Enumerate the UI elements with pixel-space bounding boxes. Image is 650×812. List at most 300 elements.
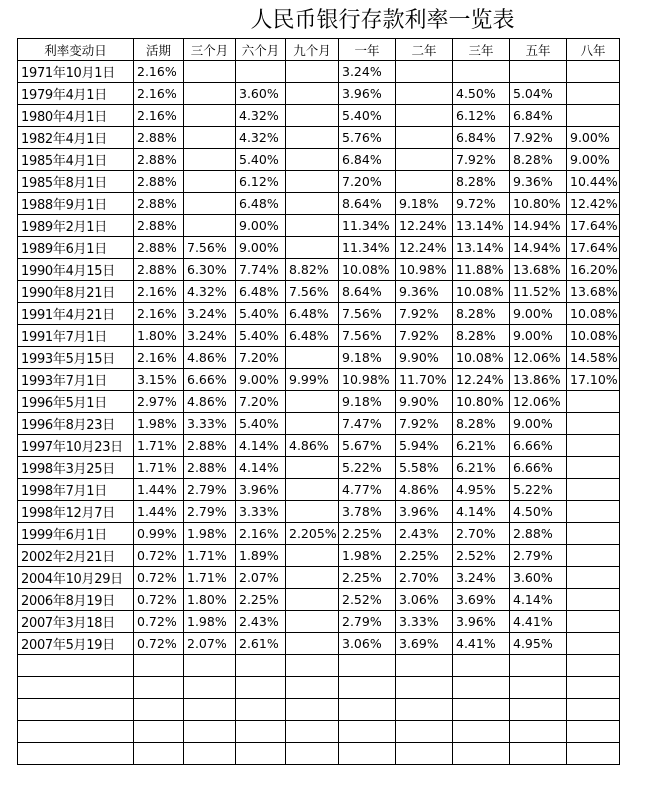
- date-cell: 1989年6月1日: [18, 237, 134, 259]
- rate-cell: 13.14%: [453, 237, 510, 259]
- rate-cell: 7.92%: [453, 149, 510, 171]
- date-cell: 1993年7月1日: [18, 369, 134, 391]
- rate-cell: 5.40%: [236, 413, 286, 435]
- rate-cell: 3.33%: [396, 611, 453, 633]
- empty-cell: [339, 677, 396, 699]
- rate-cell: 3.24%: [184, 325, 236, 347]
- empty-cell: [286, 677, 339, 699]
- rate-cell: 1.98%: [339, 545, 396, 567]
- empty-cell: [567, 721, 620, 743]
- date-cell: 1998年12月7日: [18, 501, 134, 523]
- rate-cell: 3.60%: [236, 83, 286, 105]
- rate-cell: 10.08%: [339, 259, 396, 281]
- table-row: [18, 61, 620, 83]
- empty-cell: [134, 743, 184, 765]
- table-body: [18, 61, 620, 765]
- rate-cell: 10.80%: [510, 193, 567, 215]
- rate-cell: 4.32%: [184, 281, 236, 303]
- table-row: [18, 633, 620, 655]
- empty-cell: [453, 655, 510, 677]
- column-header-demand: 活期: [134, 39, 184, 61]
- rate-cell: 3.69%: [396, 633, 453, 655]
- empty-cell: [236, 655, 286, 677]
- date-cell: 2002年2月21日: [18, 545, 134, 567]
- column-header-5-years: 五年: [510, 39, 567, 61]
- rate-cell: 1.80%: [184, 589, 236, 611]
- rate-cell: 5.40%: [236, 303, 286, 325]
- rate-cell: 13.14%: [453, 215, 510, 237]
- date-cell: 1988年9月1日: [18, 193, 134, 215]
- rate-cell: 7.20%: [236, 391, 286, 413]
- rate-cell: 9.00%: [510, 325, 567, 347]
- page-title: 人民币银行存款利率一览表: [250, 8, 515, 33]
- rate-cell: 2.07%: [236, 567, 286, 589]
- rate-cell: 3.15%: [134, 369, 184, 391]
- rate-cell: 9.00%: [236, 237, 286, 259]
- empty-cell: [510, 743, 567, 765]
- empty-cell: [184, 721, 236, 743]
- rate-cell: [286, 149, 339, 171]
- rate-cell: 2.16%: [134, 105, 184, 127]
- rate-cell: [396, 61, 453, 83]
- empty-row: [18, 743, 620, 765]
- rate-cell: 2.97%: [134, 391, 184, 413]
- rate-cell: 1.71%: [134, 435, 184, 457]
- empty-cell: [134, 721, 184, 743]
- rate-cell: [567, 545, 620, 567]
- rate-cell: 6.84%: [510, 105, 567, 127]
- rate-cell: 7.20%: [236, 347, 286, 369]
- empty-cell: [396, 677, 453, 699]
- rate-cell: 4.86%: [396, 479, 453, 501]
- rate-cell: 6.48%: [236, 281, 286, 303]
- table-row: [18, 127, 620, 149]
- rate-cell: 2.16%: [134, 61, 184, 83]
- rate-cell: 9.18%: [396, 193, 453, 215]
- rate-cell: [286, 237, 339, 259]
- rate-cell: 2.16%: [236, 523, 286, 545]
- rate-cell: 9.36%: [396, 281, 453, 303]
- rate-cell: [567, 589, 620, 611]
- rate-cell: 13.68%: [510, 259, 567, 281]
- date-cell: 2007年3月18日: [18, 611, 134, 633]
- table-row: [18, 369, 620, 391]
- rate-cell: [567, 523, 620, 545]
- rate-cell: 7.92%: [396, 413, 453, 435]
- table-row: [18, 611, 620, 633]
- date-cell: 2007年5月19日: [18, 633, 134, 655]
- table-row: [18, 501, 620, 523]
- rate-cell: 9.99%: [286, 369, 339, 391]
- rate-cell: 12.24%: [396, 215, 453, 237]
- rate-cell: 9.00%: [510, 413, 567, 435]
- rate-cell: 4.14%: [236, 457, 286, 479]
- rate-cell: 0.72%: [134, 567, 184, 589]
- empty-cell: [396, 721, 453, 743]
- date-cell: 1971年10月1日: [18, 61, 134, 83]
- rate-cell: 10.08%: [567, 325, 620, 347]
- date-cell: 1980年4月1日: [18, 105, 134, 127]
- rate-cell: 2.88%: [134, 127, 184, 149]
- empty-cell: [236, 743, 286, 765]
- rate-cell: [286, 589, 339, 611]
- rate-cell: 14.94%: [510, 215, 567, 237]
- rate-cell: [236, 61, 286, 83]
- table-row: [18, 479, 620, 501]
- rate-cell: 7.47%: [339, 413, 396, 435]
- rate-cell: 6.48%: [236, 193, 286, 215]
- table-row: [18, 589, 620, 611]
- rate-cell: [286, 633, 339, 655]
- date-cell: 1990年4月15日: [18, 259, 134, 281]
- rate-cell: 4.95%: [510, 633, 567, 655]
- date-cell: 1991年7月1日: [18, 325, 134, 347]
- rate-cell: 2.43%: [396, 523, 453, 545]
- column-header-8-years: 八年: [567, 39, 620, 61]
- empty-cell: [453, 721, 510, 743]
- rate-cell: [184, 127, 236, 149]
- rate-cell: 8.28%: [453, 325, 510, 347]
- column-header-change-date: 利率变动日: [18, 39, 134, 61]
- rate-cell: 2.88%: [510, 523, 567, 545]
- empty-cell: [184, 677, 236, 699]
- rate-cell: [286, 193, 339, 215]
- rate-cell: 9.00%: [567, 127, 620, 149]
- table-row: [18, 457, 620, 479]
- column-header-6-months: 六个月: [236, 39, 286, 61]
- rate-cell: 4.41%: [510, 611, 567, 633]
- date-cell: 1989年2月1日: [18, 215, 134, 237]
- rate-cell: 6.66%: [184, 369, 236, 391]
- rate-cell: [184, 61, 236, 83]
- rate-cell: 7.56%: [286, 281, 339, 303]
- table-row: [18, 545, 620, 567]
- empty-row: [18, 677, 620, 699]
- rate-cell: [567, 457, 620, 479]
- rate-cell: 11.52%: [510, 281, 567, 303]
- rate-cell: 8.64%: [339, 193, 396, 215]
- rate-cell: 10.98%: [396, 259, 453, 281]
- rate-cell: 6.66%: [510, 435, 567, 457]
- rate-cell: 3.06%: [396, 589, 453, 611]
- rate-cell: [184, 83, 236, 105]
- rate-cell: [286, 105, 339, 127]
- empty-cell: [18, 721, 134, 743]
- rate-cell: 4.14%: [453, 501, 510, 523]
- empty-cell: [396, 743, 453, 765]
- rate-cell: 6.84%: [453, 127, 510, 149]
- empty-cell: [339, 699, 396, 721]
- rate-cell: [286, 611, 339, 633]
- rate-cell: 5.40%: [339, 105, 396, 127]
- rate-cell: 1.98%: [184, 611, 236, 633]
- rate-cell: 10.08%: [453, 347, 510, 369]
- date-cell: 1998年3月25日: [18, 457, 134, 479]
- rate-cell: 11.34%: [339, 237, 396, 259]
- rate-cell: 4.86%: [184, 391, 236, 413]
- empty-cell: [286, 743, 339, 765]
- rate-cell: 1.98%: [184, 523, 236, 545]
- rate-cell: [396, 127, 453, 149]
- rate-cell: 0.99%: [134, 523, 184, 545]
- date-cell: 1991年4月21日: [18, 303, 134, 325]
- rate-cell: 9.90%: [396, 391, 453, 413]
- date-cell: 2004年10月29日: [18, 567, 134, 589]
- rate-cell: [567, 479, 620, 501]
- rate-cell: 2.88%: [184, 457, 236, 479]
- rate-cell: 16.20%: [567, 259, 620, 281]
- empty-row: [18, 721, 620, 743]
- rate-cell: 2.07%: [184, 633, 236, 655]
- rate-cell: [396, 105, 453, 127]
- empty-cell: [339, 655, 396, 677]
- empty-cell: [567, 699, 620, 721]
- rate-cell: 2.25%: [339, 523, 396, 545]
- rate-cell: 2.16%: [134, 83, 184, 105]
- table-row: [18, 171, 620, 193]
- rate-cell: 5.58%: [396, 457, 453, 479]
- rate-cell: 5.40%: [236, 325, 286, 347]
- rate-cell: 2.25%: [236, 589, 286, 611]
- rate-cell: 6.12%: [236, 171, 286, 193]
- empty-cell: [453, 677, 510, 699]
- rate-cell: [286, 457, 339, 479]
- table-row: [18, 303, 620, 325]
- rate-cell: 12.06%: [510, 391, 567, 413]
- empty-cell: [567, 655, 620, 677]
- rate-cell: [567, 83, 620, 105]
- date-cell: 1985年8月1日: [18, 171, 134, 193]
- rate-cell: [286, 215, 339, 237]
- rate-cell: 3.24%: [453, 567, 510, 589]
- date-cell: 1982年4月1日: [18, 127, 134, 149]
- table-row: [18, 105, 620, 127]
- rate-cell: 10.44%: [567, 171, 620, 193]
- rate-cell: [510, 61, 567, 83]
- rate-cell: [184, 105, 236, 127]
- table-row: [18, 325, 620, 347]
- rate-cell: 1.71%: [134, 457, 184, 479]
- empty-cell: [286, 699, 339, 721]
- column-header-9-months: 九个月: [286, 39, 339, 61]
- empty-cell: [286, 721, 339, 743]
- rate-cell: 10.08%: [567, 303, 620, 325]
- rate-cell: 9.90%: [396, 347, 453, 369]
- rate-cell: 17.64%: [567, 237, 620, 259]
- rate-cell: 9.18%: [339, 391, 396, 413]
- date-cell: 1985年4月1日: [18, 149, 134, 171]
- rate-cell: 9.00%: [567, 149, 620, 171]
- rate-cell: 8.28%: [453, 303, 510, 325]
- column-header-3-years: 三年: [453, 39, 510, 61]
- empty-cell: [184, 699, 236, 721]
- rate-cell: 4.41%: [453, 633, 510, 655]
- empty-cell: [567, 743, 620, 765]
- rate-cell: [286, 171, 339, 193]
- rate-cell: 8.64%: [339, 281, 396, 303]
- rate-cell: [286, 61, 339, 83]
- empty-cell: [567, 677, 620, 699]
- rate-cell: 1.89%: [236, 545, 286, 567]
- rate-cell: 2.88%: [134, 215, 184, 237]
- date-cell: 1996年5月1日: [18, 391, 134, 413]
- empty-cell: [18, 743, 134, 765]
- rate-cell: 6.66%: [510, 457, 567, 479]
- rate-cell: 3.96%: [396, 501, 453, 523]
- rate-cell: 2.88%: [134, 237, 184, 259]
- rate-cell: 2.16%: [134, 303, 184, 325]
- rate-cell: 0.72%: [134, 589, 184, 611]
- rate-cell: [286, 127, 339, 149]
- empty-cell: [134, 655, 184, 677]
- rate-cell: 4.32%: [236, 105, 286, 127]
- rate-cell: 11.88%: [453, 259, 510, 281]
- rate-cell: 5.67%: [339, 435, 396, 457]
- rate-cell: 7.56%: [339, 303, 396, 325]
- rate-cell: [286, 567, 339, 589]
- rate-cell: 3.78%: [339, 501, 396, 523]
- empty-cell: [134, 677, 184, 699]
- rate-cell: 3.96%: [453, 611, 510, 633]
- rate-cell: 9.00%: [510, 303, 567, 325]
- rate-cell: 3.33%: [184, 413, 236, 435]
- rate-cell: 11.34%: [339, 215, 396, 237]
- rate-cell: 7.74%: [236, 259, 286, 281]
- empty-cell: [453, 699, 510, 721]
- rate-cell: 7.92%: [510, 127, 567, 149]
- rate-cell: 2.88%: [134, 259, 184, 281]
- rate-cell: 7.92%: [396, 325, 453, 347]
- empty-cell: [396, 699, 453, 721]
- rate-cell: [567, 105, 620, 127]
- rate-cell: [286, 479, 339, 501]
- table-row: [18, 391, 620, 413]
- rate-cell: 6.21%: [453, 457, 510, 479]
- table-row: [18, 523, 620, 545]
- rate-cell: 9.72%: [453, 193, 510, 215]
- empty-row: [18, 699, 620, 721]
- rate-cell: 12.24%: [396, 237, 453, 259]
- table-row: [18, 259, 620, 281]
- rate-cell: [453, 61, 510, 83]
- rate-cell: 10.80%: [453, 391, 510, 413]
- rate-cell: 2.43%: [236, 611, 286, 633]
- rate-cell: 6.48%: [286, 325, 339, 347]
- rate-cell: 2.25%: [396, 545, 453, 567]
- empty-cell: [286, 655, 339, 677]
- rate-cell: 9.18%: [339, 347, 396, 369]
- rate-cell: 2.88%: [184, 435, 236, 457]
- empty-row: [18, 655, 620, 677]
- rate-cell: 2.79%: [339, 611, 396, 633]
- empty-cell: [510, 721, 567, 743]
- rate-cell: 2.205%: [286, 523, 339, 545]
- rate-cell: 1.71%: [184, 567, 236, 589]
- header-row: [18, 39, 620, 61]
- table-row: [18, 413, 620, 435]
- rate-cell: 17.10%: [567, 369, 620, 391]
- rate-cell: [184, 215, 236, 237]
- rate-cell: 3.33%: [236, 501, 286, 523]
- rate-cell: 2.79%: [510, 545, 567, 567]
- rate-cell: 5.94%: [396, 435, 453, 457]
- rate-cell: [184, 193, 236, 215]
- rate-cell: 2.16%: [134, 281, 184, 303]
- date-cell: 1990年8月21日: [18, 281, 134, 303]
- rate-cell: 1.44%: [134, 479, 184, 501]
- rate-cell: 5.76%: [339, 127, 396, 149]
- rate-cell: 4.77%: [339, 479, 396, 501]
- rate-cell: 5.22%: [510, 479, 567, 501]
- rate-cell: 0.72%: [134, 611, 184, 633]
- rate-cell: 2.52%: [339, 589, 396, 611]
- rate-cell: 7.56%: [339, 325, 396, 347]
- empty-cell: [18, 699, 134, 721]
- rate-cell: 2.61%: [236, 633, 286, 655]
- rate-cell: [286, 545, 339, 567]
- rate-cell: 4.86%: [286, 435, 339, 457]
- rate-cell: 1.71%: [184, 545, 236, 567]
- rate-cell: 5.04%: [510, 83, 567, 105]
- rate-cell: 6.48%: [286, 303, 339, 325]
- rate-cell: 7.20%: [339, 171, 396, 193]
- rate-cell: 9.00%: [236, 215, 286, 237]
- empty-cell: [18, 677, 134, 699]
- table-row: [18, 193, 620, 215]
- date-cell: 1996年8月23日: [18, 413, 134, 435]
- rate-cell: [567, 633, 620, 655]
- empty-cell: [184, 655, 236, 677]
- empty-cell: [134, 699, 184, 721]
- rate-cell: 1.44%: [134, 501, 184, 523]
- rate-cell: 4.32%: [236, 127, 286, 149]
- rate-cell: 3.96%: [339, 83, 396, 105]
- column-header-3-months: 三个月: [184, 39, 236, 61]
- rate-cell: 3.60%: [510, 567, 567, 589]
- rate-cell: 5.40%: [236, 149, 286, 171]
- rate-cell: [396, 149, 453, 171]
- rate-cell: 3.24%: [184, 303, 236, 325]
- rate-cell: 4.95%: [453, 479, 510, 501]
- date-cell: 1979年4月1日: [18, 83, 134, 105]
- rate-cell: 8.28%: [453, 413, 510, 435]
- rate-cell: 0.72%: [134, 545, 184, 567]
- empty-cell: [236, 721, 286, 743]
- rate-cell: [567, 435, 620, 457]
- table-row: [18, 237, 620, 259]
- rate-cell: 6.12%: [453, 105, 510, 127]
- rate-cell: 2.88%: [134, 193, 184, 215]
- rate-cell: 2.88%: [134, 149, 184, 171]
- rate-cell: 4.50%: [510, 501, 567, 523]
- empty-cell: [510, 655, 567, 677]
- rate-cell: 4.14%: [236, 435, 286, 457]
- rate-cell: 8.28%: [453, 171, 510, 193]
- rate-cell: [184, 149, 236, 171]
- rate-cell: 9.36%: [510, 171, 567, 193]
- rate-cell: [567, 391, 620, 413]
- date-cell: 1998年7月1日: [18, 479, 134, 501]
- rate-cell: 8.82%: [286, 259, 339, 281]
- rate-cell: [286, 413, 339, 435]
- rate-cell: [396, 171, 453, 193]
- table-row: [18, 149, 620, 171]
- rate-cell: 7.92%: [396, 303, 453, 325]
- rate-cell: 2.70%: [453, 523, 510, 545]
- rate-cell: 3.69%: [453, 589, 510, 611]
- rate-cell: 4.14%: [510, 589, 567, 611]
- rate-cell: 1.98%: [134, 413, 184, 435]
